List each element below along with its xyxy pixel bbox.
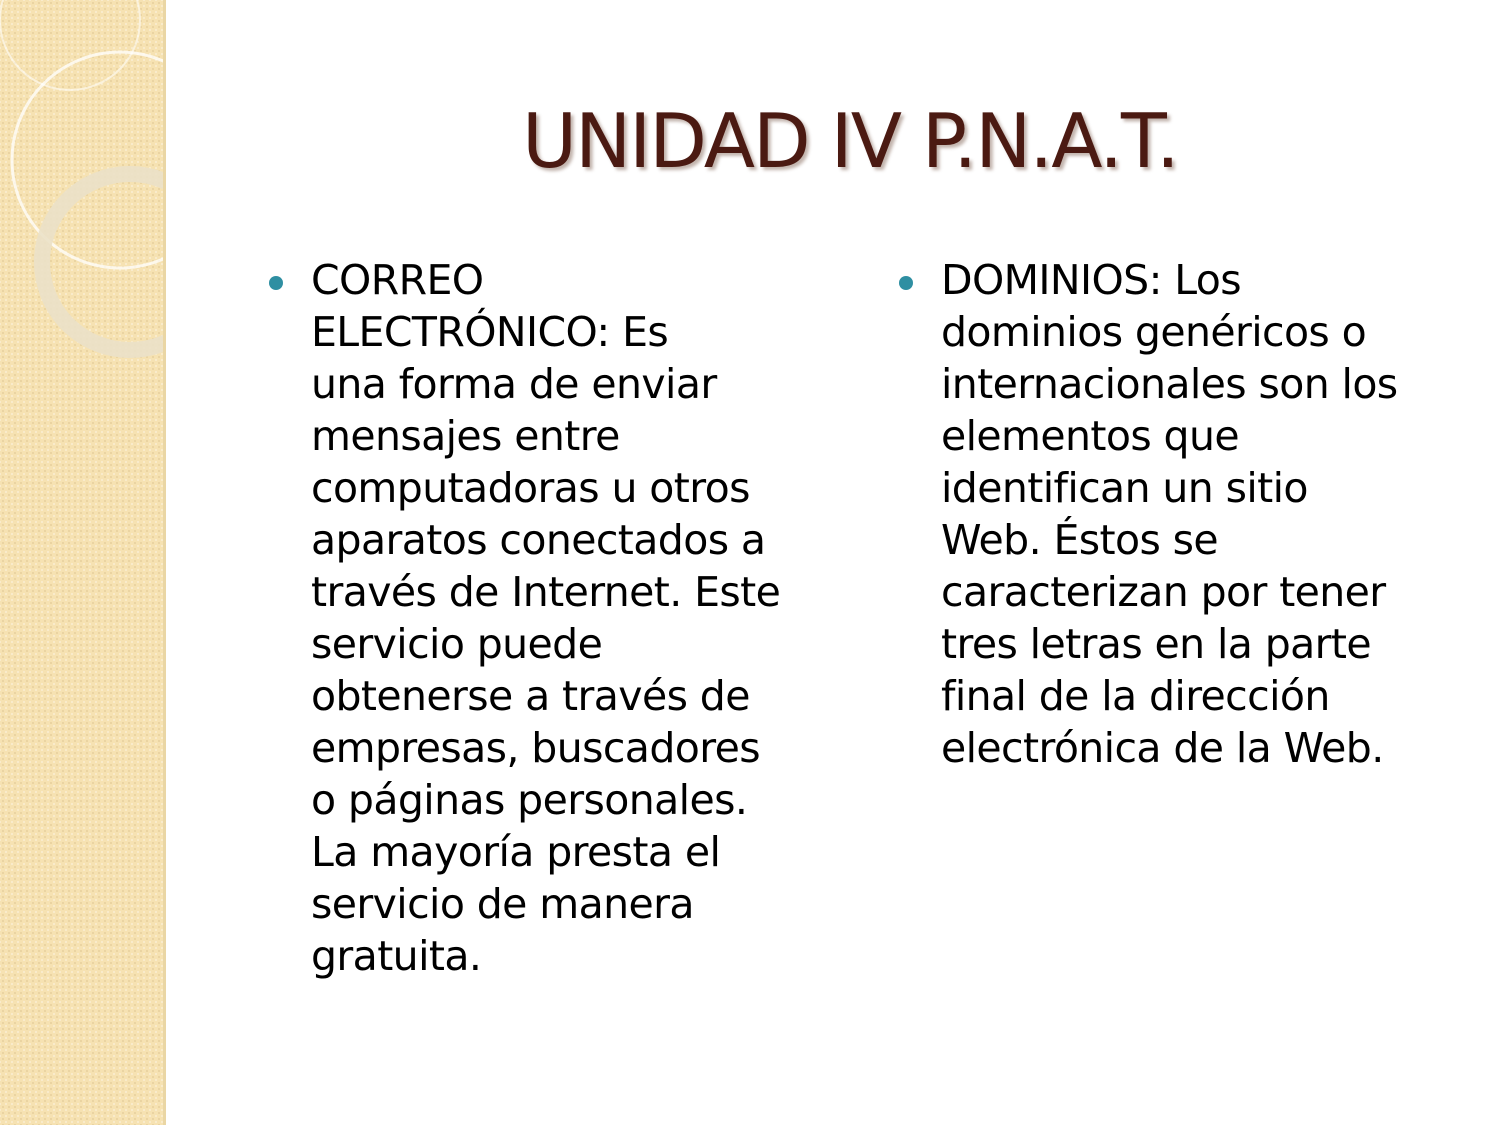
text-line: aparatos conectados a	[311, 516, 766, 564]
sidebar-edge	[163, 0, 166, 1125]
text-line: internacionales son los	[941, 360, 1398, 408]
decorative-ring-large	[12, 52, 166, 268]
bullet-text-correo	[311, 254, 841, 982]
text-line: gratuita.	[311, 932, 482, 980]
text-line: través de Internet. Este	[311, 568, 781, 616]
text-line: obtenerse a través de	[311, 672, 750, 720]
text-line: electrónica de la Web.	[941, 724, 1384, 772]
text-line: final de la dirección	[941, 672, 1330, 720]
bullet-dot-icon	[269, 276, 283, 290]
text-line: CORREO	[311, 256, 484, 304]
bullet-item-dominios	[941, 254, 1481, 774]
text-line: dominios genéricos o	[941, 308, 1367, 356]
text-line: tres letras en la parte	[941, 620, 1372, 668]
text-line: DOMINIOS: Los	[941, 256, 1241, 304]
bullet-dot-icon	[899, 276, 913, 290]
text-line: empresas, buscadores	[311, 724, 760, 772]
text-line: computadoras u otros	[311, 464, 750, 512]
text-line: Web. Éstos se	[941, 516, 1219, 564]
bullet-list-left	[311, 254, 841, 982]
text-line: una forma de enviar	[311, 360, 717, 408]
bullet-text-dominios	[941, 254, 1481, 774]
decorative-sidebar	[0, 0, 166, 1125]
text-line: elementos que	[941, 412, 1239, 460]
text-line: mensajes entre	[311, 412, 620, 460]
decorative-ring-thick	[42, 174, 166, 350]
bullet-list-right	[941, 254, 1481, 774]
text-line: servicio de manera	[311, 880, 694, 928]
slide-title: UNIDAD IV P.N.A.T.	[522, 97, 1178, 185]
text-line: ELECTRÓNICO: Es	[311, 308, 669, 356]
decorative-rings	[0, 0, 166, 1125]
bullet-item-correo	[311, 254, 841, 982]
text-line: caracterizan por tener	[941, 568, 1386, 616]
text-line: identifican un sitio	[941, 464, 1308, 512]
text-line: servicio puede	[311, 620, 603, 668]
decorative-ring-top	[0, 0, 140, 90]
text-line: La mayoría presta el	[311, 828, 721, 876]
text-line: o páginas personales.	[311, 776, 748, 824]
